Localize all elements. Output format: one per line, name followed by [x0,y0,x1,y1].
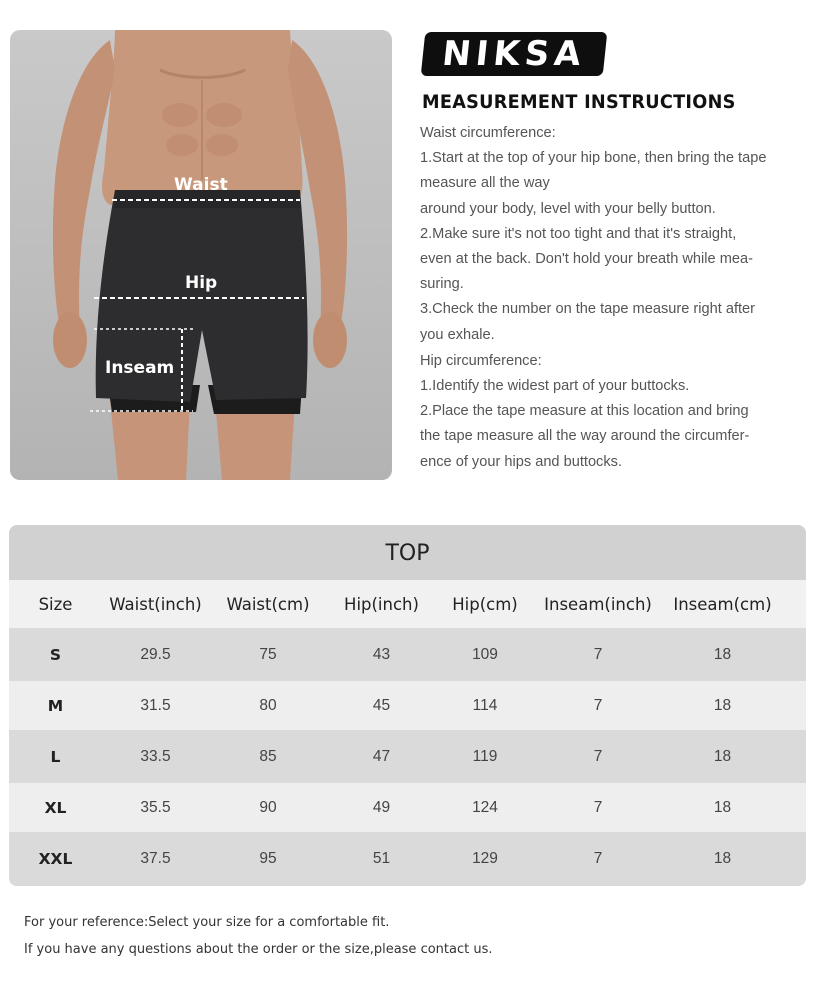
column-header: Inseam(cm) [673,594,772,614]
size-cell: S [49,645,62,664]
table-row [9,628,806,681]
table-row [9,832,806,886]
table-title: TOP [385,541,430,566]
measurement-instructions [420,121,795,475]
table-cell: 18 [713,850,732,867]
table-cell: 45 [372,696,391,714]
table-cell: 51 [372,850,391,867]
waist-instructions-title: Waist circumference: [420,125,556,141]
table-cell: 47 [372,747,391,765]
instruction-line: measure all the way [420,175,550,192]
size-chart-table [9,525,806,886]
waist-label: Waist [174,175,228,195]
instruction-line: 3.Check the number on the tape measure right after [420,301,756,318]
table-cell: 7 [593,798,603,816]
table-cell: 37.5 [140,850,171,867]
table-cell: 124 [472,798,498,816]
table-cell: 18 [713,798,732,816]
table-header-row [9,580,806,628]
table-cell: 35.5 [140,798,171,816]
column-header: Waist(inch) [109,594,202,614]
column-header: Waist(cm) [226,594,310,614]
table-cell: 80 [259,696,277,714]
instruction-line: 2.Make sure it's not too tight and that it's straight, [420,225,737,242]
instruction-line: around your body, level with your belly button. [420,200,716,217]
hip-instructions-title: Hip circumference: [420,352,542,369]
footer-notes [24,909,493,963]
inseam-label: Inseam [105,358,175,378]
size-cell: XXL [38,850,73,868]
brand-logo: NIKSA [421,32,608,76]
table-cell: 7 [593,696,603,714]
table-cell: 18 [713,645,732,663]
instruction-line: ence of your hips and buttocks. [420,453,623,470]
size-cell: L [50,747,61,766]
instruction-line: even at the back. Don't hold your breath while mea- [420,251,753,268]
hip-label: Hip [185,273,218,293]
model-illustration [10,30,392,480]
table-cell: 90 [259,798,277,816]
table-row [9,783,806,832]
table-cell: 75 [259,645,277,663]
instruction-line: 2.Place the tape measure at this location and bring [420,403,749,420]
instructions-heading: MEASUREMENT INSTRUCTIONS [422,91,736,113]
table-cell: 114 [472,696,498,714]
product-model-photo [10,30,392,480]
table-cell: 43 [372,645,391,663]
instruction-line: 1.Identify the widest part of your buttocks. [420,378,690,395]
size-cell: M [47,696,64,715]
table-cell: 7 [593,850,603,867]
table-row [9,681,806,730]
column-header: Hip(inch) [344,594,419,614]
table-cell: 18 [713,696,732,714]
column-header: Inseam(inch) [544,594,652,614]
table-cell: 18 [713,747,732,765]
table-row [9,730,806,783]
table-cell: 7 [593,747,603,765]
table-cell: 109 [472,645,498,663]
size-cell: XL [44,798,67,817]
table-cell: 95 [259,850,277,867]
instruction-line: suring. [420,276,464,293]
footer-reference-note: For your reference:Select your size for a comfortable fit. [24,915,390,930]
table-cell: 7 [593,645,603,663]
table-cell: 33.5 [140,747,171,765]
table-cell: 31.5 [140,696,171,714]
instruction-line: you exhale. [420,326,495,343]
table-cell: 129 [472,850,498,867]
instruction-line: the tape measure all the way around the circumfer- [420,428,750,445]
table-cell: 49 [372,798,391,816]
table-cell: 29.5 [140,645,171,663]
instruction-line: 1.Start at the top of your hip bone, then bring the tape [420,150,767,167]
table-cell: 119 [472,747,498,765]
table-cell: 85 [259,747,277,765]
footer-contact-note: If you have any questions about the order or the size,please contact us. [24,942,493,957]
column-header: Size [38,594,73,614]
column-header: Hip(cm) [452,594,518,614]
